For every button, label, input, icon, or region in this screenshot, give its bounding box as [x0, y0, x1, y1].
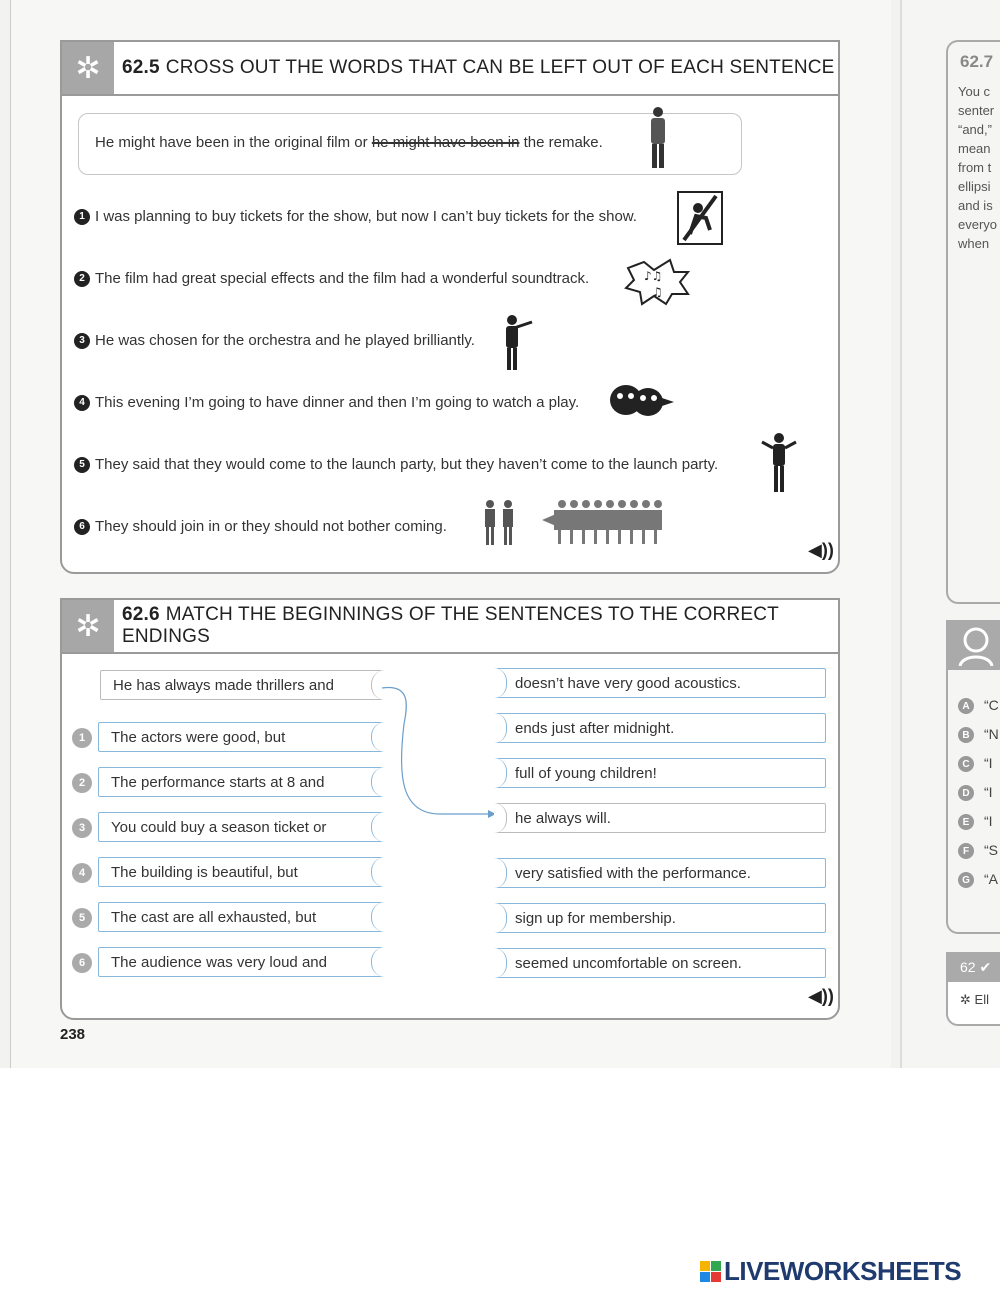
option-text: “C — [984, 697, 999, 713]
option-text: “A — [984, 871, 998, 887]
question-row[interactable] — [74, 456, 718, 473]
question-number: 4 — [74, 395, 90, 411]
question-number: 2 — [74, 271, 90, 287]
right-page-line: and is — [958, 198, 993, 213]
question-text[interactable]: I was planning to buy tickets for the show, but now I can’t buy tickets for the show. — [95, 208, 637, 225]
question-number: 6 — [74, 519, 90, 535]
option-letter: D — [958, 785, 974, 801]
logo-mark-icon — [700, 1261, 721, 1282]
question-row[interactable] — [74, 270, 589, 287]
ending-text: ends just after midnight. — [515, 719, 675, 737]
example-before: He might have been in the original film or — [95, 134, 368, 151]
ending-box[interactable] — [494, 668, 826, 698]
question-row[interactable] — [74, 332, 475, 349]
gear-icon: ✲ — [960, 992, 971, 1007]
exercise-626-title — [122, 604, 838, 648]
example-after: the remake. — [523, 134, 603, 151]
question-text[interactable]: This evening I’m going to have dinner and then I’m going to watch a play. — [95, 394, 580, 411]
svg-text:♫: ♫ — [652, 285, 663, 299]
beginning-box[interactable] — [98, 947, 386, 977]
right-page-title: 62.7 — [960, 52, 994, 71]
people-group-icon — [482, 498, 662, 548]
theatre-masks-icon — [606, 382, 674, 418]
question-number: 6 — [72, 953, 92, 973]
liveworksheets-logo — [700, 1256, 961, 1287]
page-number: 238 — [60, 1026, 86, 1043]
question-number: 5 — [72, 908, 92, 928]
question-text[interactable]: They should join in or they should not bother coming. — [95, 518, 447, 535]
ending-text: very satisfied with the performance. — [515, 864, 751, 882]
example-connector-line — [380, 684, 500, 824]
ending-box[interactable] — [494, 713, 826, 743]
question-row[interactable] — [74, 518, 447, 535]
beginning-text: The audience was very loud and — [111, 953, 327, 971]
connector-notch[interactable] — [494, 758, 507, 788]
gear-icon: ✲ — [62, 42, 114, 94]
option-letter: G — [958, 872, 974, 888]
right-page-head — [946, 620, 1000, 670]
ending-box[interactable] — [494, 858, 826, 888]
logo-text: LIVEWORKSHEETS — [724, 1256, 962, 1286]
exercise-626-header — [62, 600, 838, 654]
right-page-bottom-head — [946, 952, 1000, 982]
beginning-box[interactable] — [98, 812, 386, 842]
beginning-text: The cast are all exhausted, but — [111, 908, 317, 926]
violinist-icon — [500, 314, 534, 372]
exercise-625-title — [122, 57, 835, 79]
question-text[interactable]: They said that they would come to the launch party, but they haven’t come to the launch party. — [95, 456, 719, 473]
shrugging-man-icon — [760, 432, 798, 494]
beginning-text: You could buy a season ticket or — [111, 818, 327, 836]
right-page-line: ellipsi — [958, 179, 991, 194]
ending-text: sign up for membership. — [515, 909, 676, 927]
ending-box[interactable] — [494, 948, 826, 978]
right-page-line: You c — [958, 84, 991, 99]
ending-text: he always will. — [515, 809, 611, 827]
question-number: 1 — [72, 728, 92, 748]
beginning-text: The actors were good, but — [111, 728, 286, 746]
question-number: 1 — [74, 209, 90, 225]
ending-box[interactable] — [494, 758, 826, 788]
gear-icon: ✲ — [62, 600, 114, 652]
option-letter: A — [958, 698, 974, 714]
connector-notch[interactable] — [494, 668, 507, 698]
example-sentence-box — [78, 113, 742, 175]
connector-notch[interactable] — [494, 713, 507, 743]
audio-speaker-icon[interactable]: ◀)) — [808, 540, 834, 560]
example-struck-text: he might have been in — [371, 134, 520, 151]
right-page-line: “and,” — [958, 122, 992, 137]
right-page-line: senter — [958, 103, 995, 118]
music-notes-burst-icon — [624, 258, 690, 306]
connector-notch[interactable] — [371, 947, 386, 977]
check-icon: ✔ — [979, 959, 992, 975]
exercise-number: 62.5 — [122, 57, 160, 78]
beginning-box[interactable] — [98, 767, 386, 797]
example-beginning-box — [100, 670, 386, 700]
exercise-number: 62.6 — [122, 604, 160, 625]
question-row[interactable] — [74, 208, 637, 225]
beginning-box[interactable] — [98, 857, 386, 887]
example-ending-box — [494, 803, 826, 833]
option-letter: B — [958, 727, 974, 743]
option-letter: E — [958, 814, 974, 830]
option-text: “I — [984, 784, 993, 800]
question-number: 3 — [72, 818, 92, 838]
question-number: 5 — [74, 457, 90, 473]
question-number: 2 — [72, 773, 92, 793]
question-text[interactable]: The film had great special effects and the film had a wonderful soundtrack. — [95, 270, 590, 287]
option-letter: F — [958, 843, 974, 859]
option-text: “S — [984, 842, 998, 858]
exercise-title-text: CROSS OUT THE WORDS THAT CAN BE LEFT OUT OF EACH SENTENCE — [165, 57, 835, 78]
ending-text: full of young children! — [515, 764, 657, 782]
connector-notch[interactable] — [371, 857, 386, 887]
option-letter: C — [958, 756, 974, 772]
man-standing-icon — [645, 106, 671, 172]
beginning-text: The performance starts at 8 and — [111, 773, 325, 791]
no-tickets-icon — [676, 190, 724, 246]
right-page-line: from t — [958, 160, 992, 175]
right-page-line: mean — [958, 141, 991, 156]
right-page-text — [958, 82, 997, 253]
beginning-box[interactable] — [98, 722, 386, 752]
right-page-bottom-number: 62 — [960, 959, 976, 975]
question-number: 4 — [72, 863, 92, 883]
audio-speaker-icon[interactable]: ◀)) — [808, 986, 834, 1006]
exercise-625-header — [62, 42, 838, 96]
right-page-bottom-text — [960, 992, 989, 1008]
beginning-text: The building is beautiful, but — [111, 863, 298, 881]
connector-notch[interactable] — [371, 902, 386, 932]
option-text: “I — [984, 755, 993, 771]
connector-notch[interactable] — [494, 903, 507, 933]
question-text[interactable]: He was chosen for the orchestra and he played brilliantly. — [95, 332, 475, 349]
right-page-line: when — [958, 236, 990, 251]
connector-notch — [494, 803, 507, 833]
right-page-line: everyo — [958, 217, 998, 232]
option-text: “I — [984, 813, 993, 829]
example-beginning-text: He has always made thrillers and — [113, 676, 334, 694]
exercise-title-text: MATCH THE BEGINNINGS OF THE SENTENCES TO THE CORRECT ENDINGS — [122, 604, 779, 647]
ending-box[interactable] — [494, 903, 826, 933]
connector-notch[interactable] — [494, 948, 507, 978]
right-page-bottom-label: Ell — [974, 992, 989, 1007]
option-text: “N — [984, 726, 999, 742]
ending-text: doesn’t have very good acoustics. — [515, 674, 741, 692]
example-sentence — [95, 134, 603, 151]
question-number: 3 — [74, 333, 90, 349]
question-row[interactable] — [74, 394, 579, 411]
beginning-box[interactable] — [98, 902, 386, 932]
listener-head-icon — [956, 624, 996, 666]
svg-text:♪♫: ♪♫ — [644, 269, 663, 283]
connector-notch[interactable] — [494, 858, 507, 888]
ending-text: seemed uncomfortable on screen. — [515, 954, 742, 972]
